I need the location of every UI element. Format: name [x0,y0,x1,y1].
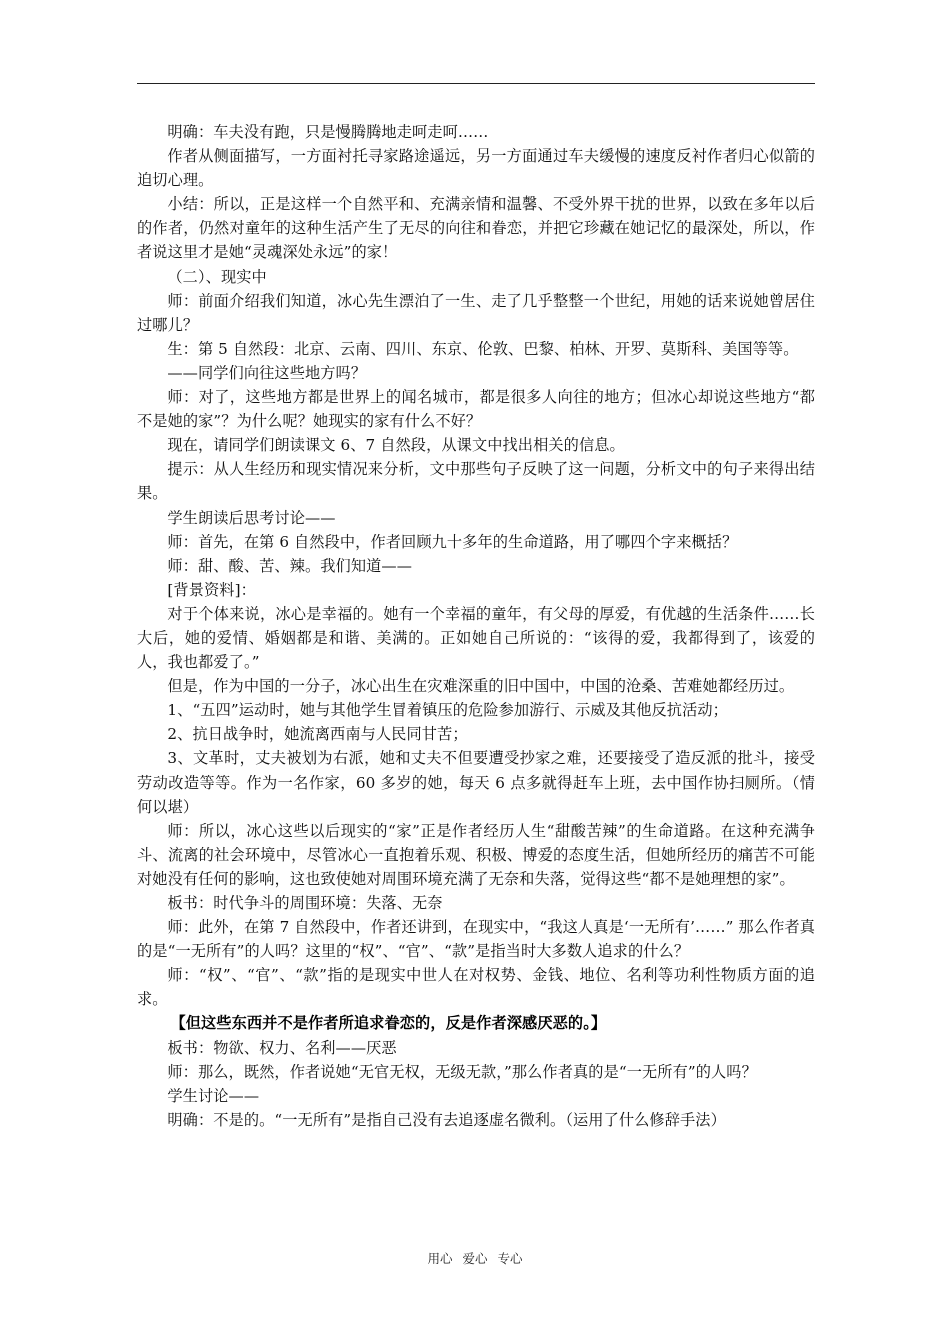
paragraph: 师：对了，这些地方都是世界上的闻名城市，都是很多人向往的地方；但冰心却说这些地方“都不是她的家”？为什么呢？她现实的家有什么不好？ [137,388,815,431]
paragraph: 师：首先，在第 6 自然段中，作者回顾九十多年的生命道路，用了哪四个字来概括？ [167,532,738,551]
paragraph: 生：第 5 自然段：北京、云南、四川、东京、伦敦、巴黎、柏林、开罗、莫斯科、美国等等。 [167,339,799,358]
paragraph: 3、文革时，丈夫被划为右派，她和丈夫不但要遭受抄家之难，还要接受了造反派的批斗，接受劳动改造等等。作为一名作家，60 多岁的她，每天 6 点多就得赶车上班，去中国作协扫厕所。（情何以堪） [137,749,815,816]
paragraph: 板书：时代争斗的周围环境：失落、无奈 [167,894,443,912]
paragraph: 提示：从人生经历和现实情况来分析，文中那些句子反映了这一问题，分析文中的句子来得出结果。 [137,460,815,503]
header-rule [137,83,815,84]
paragraph: 现在，请同学们朗读课文 6、7 自然段，从课文中找出相关的信息。 [167,436,625,455]
paragraph: 板书：物欲、权力、名利——厌恶 [167,1038,397,1057]
paragraph: 师：甜、酸、苦、辣。我们知道—— [167,556,412,575]
paragraph: 明确：车夫没有跑，只是慢腾腾地走呵走呵…… [167,123,489,141]
paragraph: 师：那么，既然，作者说她“无官无权，无级无款，”那么作者真的是“一无所有”的人吗？ [167,1062,757,1081]
paragraph: 师：所以，冰心这些以后现实的“家”正是作者经历人生“甜酸苦辣”的生命道路。在这种充满争斗、流离的社会环境中，尽管冰心一直抱着乐观、积极、博爱的态度生活，但她所经历的痛苦不可能对她没有任何的影响，这也致使她对周围环境充满了无奈和失落，觉得这些“都不是她理想的家”。 [137,821,815,888]
paragraph: 作者从侧面描写，一方面衬托寻家路途遥远，另一方面通过车夫缓慢的速度反衬作者归心似箭的迫切心理。 [137,147,815,190]
paragraph: 师：前面介绍我们知道，冰心先生漂泊了一生、走了几乎整整一个世纪，用她的话来说她曾居住过哪儿？ [137,291,815,334]
paragraph: 对于个体来说，冰心是幸福的。她有一个幸福的童年，有父母的厚爱，有优越的生活条件……长大后，她的爱情、婚姻都是和谐、美满的。正如她自己所说的：“该得的爱，我都得到了，该爱的人，我也都爱了。” [137,604,815,672]
paragraph: 但是，作为中国的一分子，冰心出生在灾难深重的旧中国中，中国的沧桑、苦难她都经历过。 [167,677,795,696]
document-body [137,120,815,1132]
paragraph: 师：“权”、“官”、“款”指的是现实中世人在对权势、金钱、地位、名利等功利性物质方面的追求。 [137,966,815,1009]
paragraph: ——同学们向往这些地方吗？ [167,363,367,382]
paragraph: 学生朗读后思考讨论—— [167,508,336,527]
paragraph: 师：此外，在第 7 自然段中，作者还讲到，在现实中，“我这人真是‘一无所有’……” 那么作者真的是“一无所有”的人吗？这里的“权”、“官”、“款”是指当时大多数人追求的什么？ [137,918,815,961]
paragraph: 小结：所以，正是这样一个自然平和、充满亲情和温馨、不受外界干扰的世界，以致在多年以后的作者，仍然对童年的这种生活产生了无尽的向往和眷恋，并把它珍藏在她记忆的最深处，所以，作者说这里才是她“灵魂深处永远”的家！ [137,195,815,262]
paragraph: 学生讨论—— [167,1086,260,1105]
page-footer: 用心 爱心 专心 [427,1251,523,1266]
paragraph: [背景资料]： [167,580,256,599]
paragraph: 【但这些东西并不是作者所追求眷恋的，反是作者深感厌恶的。】 [170,1014,607,1033]
paragraph: 1、“五四”运动时，她与其他学生冒着镇压的危险参加游行、示威及其他反抗活动； [167,701,728,720]
paragraph: 2、抗日战争时，她流离西南与人民同甘苦； [167,725,468,744]
paragraph: （二）、现实中 [167,267,267,286]
paragraph: 明确：不是的。“一无所有”是指自己没有去追逐虚名微利。（运用了什么修辞手法） [167,1110,726,1129]
